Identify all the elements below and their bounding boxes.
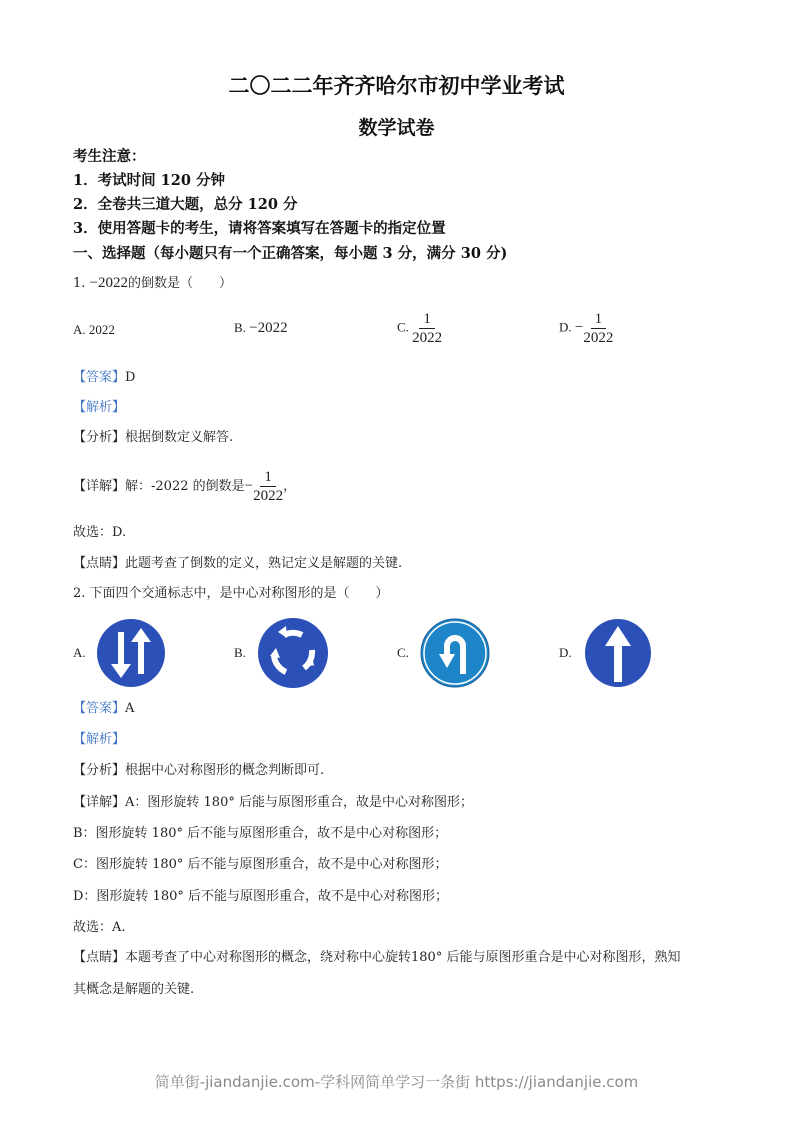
choose-line: 故选：D. xyxy=(73,525,127,540)
two-way-traffic-sign-icon xyxy=(96,618,166,688)
option-d xyxy=(559,310,613,347)
u-turn-sign-icon xyxy=(420,618,490,688)
answer-line xyxy=(73,370,135,386)
fraction xyxy=(583,310,613,347)
option-b xyxy=(234,320,288,337)
analysis-label: 【解析】 xyxy=(73,400,126,415)
denominator: 2022 xyxy=(412,330,443,346)
detail-line: B：图形旋转 180° 后不能与原图形重合，故不是中心对称图形； xyxy=(73,826,448,841)
numerator: 1 xyxy=(260,468,276,487)
xiangjie-label: 【详解】 xyxy=(73,479,126,494)
numerator: 1 xyxy=(419,310,435,329)
answer-value: D xyxy=(125,370,136,385)
straight-ahead-sign-icon xyxy=(584,618,652,688)
fenxi-text: 根据中心对称图形的概念判断即可. xyxy=(125,763,325,778)
fenxi-label: 【分析】 xyxy=(73,763,126,778)
xiangjie-text: A：图形旋转 180° 后能与原图形重合，故是中心对称图形； xyxy=(125,795,473,810)
option-label: C. xyxy=(397,645,409,660)
xiangjie-label: 【详解】 xyxy=(73,795,126,810)
document-title: 二〇二二年齐齐哈尔市初中学业考试 xyxy=(228,73,565,98)
document-subtitle: 数学试卷 xyxy=(358,117,435,139)
minus-sign: − xyxy=(244,478,254,494)
question-2-stem: 2. 下面四个交通标志中，是中心对称图形的是（ ） xyxy=(73,586,389,601)
answer-value: A xyxy=(125,701,135,716)
denominator: 2022 xyxy=(253,488,284,504)
dianjing-label: 【点睛】 xyxy=(73,556,126,571)
q-number: 1. xyxy=(73,276,86,291)
fenxi-text: 根据倒数定义解答. xyxy=(125,430,234,445)
xiangjie-line xyxy=(73,795,473,811)
detail-line: D：图形旋转 180° 后不能与原图形重合，故不是中心对称图形； xyxy=(73,889,449,904)
detail-line: C：图形旋转 180° 后不能与原图形重合，故不是中心对称图形； xyxy=(73,857,448,872)
fraction xyxy=(412,310,442,347)
dianjing-line xyxy=(73,950,680,966)
notice-item: 3．使用答题卡的考生，请将答案填写在答题卡的指定位置 xyxy=(73,220,446,237)
question-1-stem xyxy=(73,275,232,292)
xiangjie-line xyxy=(73,468,296,505)
dianjing-text: 本题考查了中心对称图形的概念，绕对称中心旋转180° 后能与原图形重合是中心对称图形，熟知 xyxy=(125,950,681,965)
footer-watermark: 简单街-jiandanjie.com-学科网简单学习一条街 https://jiandanjie.com xyxy=(154,1073,639,1091)
minus-sign: − xyxy=(574,319,584,336)
denominator: 2022 xyxy=(583,330,614,346)
q-expr: −2022 xyxy=(89,275,129,291)
option-label: A. xyxy=(73,645,86,660)
fenxi-line xyxy=(73,430,233,446)
answer-label: 【答案】 xyxy=(73,701,126,716)
numerator: 1 xyxy=(591,310,607,329)
notice-heading: 考生注意： xyxy=(73,148,146,165)
option-label: D. xyxy=(559,319,572,335)
section-heading: 一、选择题（每小题只有一个正确答案，每小题 3 分，满分 30 分) xyxy=(73,245,508,262)
analysis-label: 【解析】 xyxy=(73,732,126,747)
xiangjie-text: 解：-2022 的倒数是 xyxy=(125,479,245,494)
option-label: C. xyxy=(397,319,409,335)
fenxi-label: 【分析】 xyxy=(73,430,126,445)
option-label: D. xyxy=(559,645,572,660)
fraction xyxy=(253,468,283,505)
option-value: −2022 xyxy=(249,320,288,336)
dianjing-line xyxy=(73,556,402,572)
option-c xyxy=(397,310,442,347)
dianjing-label: 【点睛】 xyxy=(73,950,126,965)
fenxi-line xyxy=(73,763,324,779)
punctuation: ， xyxy=(283,479,297,494)
roundabout-sign-icon xyxy=(258,618,328,688)
notice-item: 1．考试时间 120 分钟 xyxy=(73,172,225,189)
dianjing-line-2: 其概念是解题的关键. xyxy=(73,982,195,997)
q-text: 的倒数是（ ） xyxy=(128,276,233,291)
option-label: B. xyxy=(234,320,246,335)
answer-label: 【答案】 xyxy=(73,370,126,385)
option-label: B. xyxy=(234,645,246,660)
choose-line: 故选：A. xyxy=(73,920,126,935)
option-a: A. 2022 xyxy=(73,322,115,337)
dianjing-text: 此题考查了倒数的定义，熟记定义是解题的关键. xyxy=(125,556,403,571)
notice-item: 2．全卷共三道大题，总分 120 分 xyxy=(73,196,298,213)
answer-line xyxy=(73,701,134,717)
